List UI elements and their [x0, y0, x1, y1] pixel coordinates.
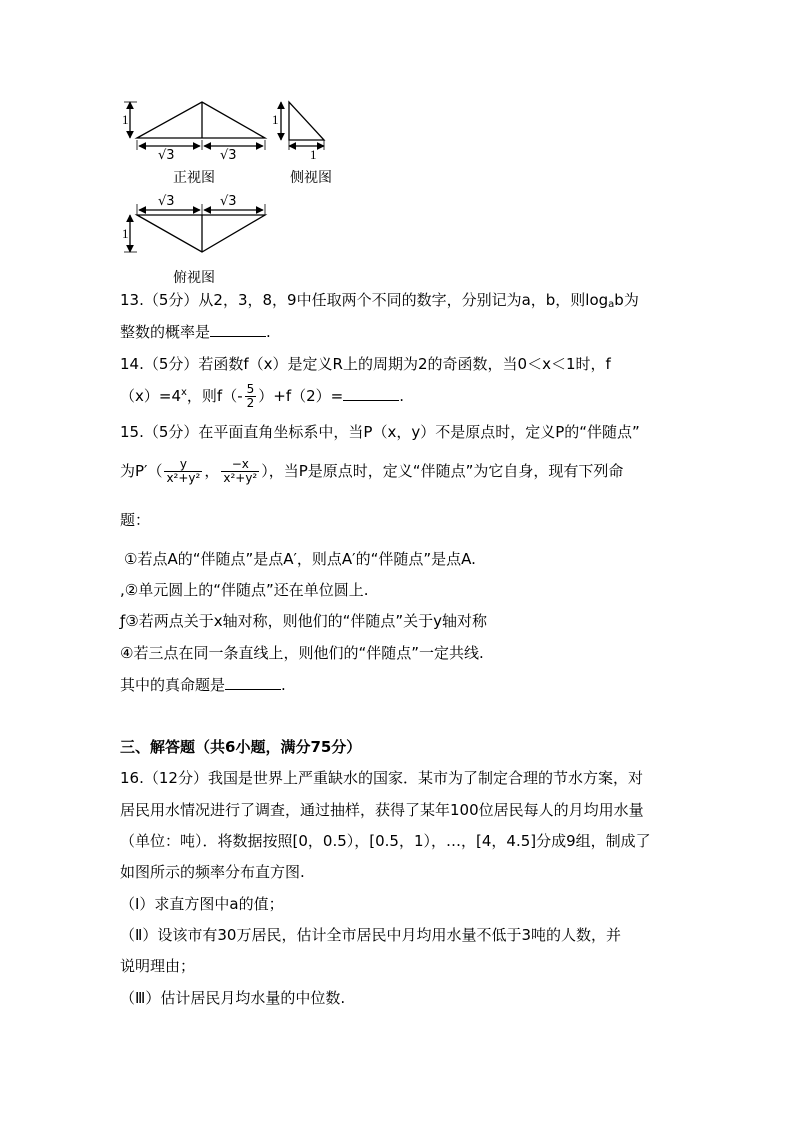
q15-period: . [281, 676, 286, 694]
q15-item-4 [120, 643, 484, 663]
q15-pprime: 为P′（ [120, 462, 163, 480]
q13-answer-blank [210, 322, 266, 337]
q16-line3-text: （单位：吨）．将数据按照[0，0.5），[0.5，1），…，[4，4.5]分成9组，制成了 [120, 832, 651, 850]
top-left-width-label: √3 [158, 194, 175, 209]
front-right-width-label: √3 [220, 148, 237, 163]
q15-item-3 [120, 611, 487, 631]
q13-text: 13.（5分）从2，3，8，9中任取两个不同的数字，分别记为a，b，则log [120, 291, 609, 309]
q14-frac-den: 2 [246, 396, 255, 410]
q15-frac1-num: y [164, 458, 202, 472]
q15-frac1-den: x²+y² [166, 471, 201, 485]
q15-line3 [120, 510, 150, 530]
top-right-width-label: √3 [220, 194, 237, 209]
q16-part1-text: （Ⅰ）求直方图中a的值； [120, 895, 284, 913]
side-view [281, 102, 324, 150]
q16-part-2-cont [120, 956, 195, 976]
q14-func-def: （x）=4 [120, 387, 181, 405]
q13-line2 [120, 322, 271, 342]
q14-line1 [120, 354, 611, 374]
q13-log-base: a [608, 299, 615, 310]
q15-item-2 [120, 580, 369, 600]
q15-answer-blank [225, 675, 281, 690]
q14-post: ）+f（2）= [258, 387, 344, 405]
q15-item-1 [124, 549, 476, 569]
q15-frac2-num: −x [221, 458, 259, 472]
front-view [124, 102, 265, 150]
front-height-label: 1 [122, 112, 129, 127]
q14-exponent: x [181, 387, 187, 398]
front-view-caption: 正视图 [173, 170, 215, 186]
q16-line2-text: 居民用水情况进行了调查，通过抽样，获得了某年100位居民每人的月均用水量 [120, 801, 644, 819]
q15-comma: ， [204, 462, 220, 480]
section-3-heading-text: 三、解答题（共6小题，满分75分） [120, 738, 362, 756]
q14-frac-num: 5 [246, 382, 255, 396]
section-3-heading [120, 737, 361, 757]
q16-part-1 [120, 894, 284, 914]
side-width-label: 1 [310, 147, 317, 162]
top-height-label: 1 [122, 226, 129, 241]
top-view [124, 204, 265, 252]
q15-line1 [120, 422, 640, 442]
q15-item3-text: ƒ③若两点关于x轴对称，则他们的“伴随点”关于y轴对称 [120, 612, 488, 630]
q13-line2-text: 整数的概率是 [120, 323, 211, 341]
q14-text: 14.（5分）若函数f（x）是定义R上的周期为2的奇函数，当0＜x＜1时，f [120, 355, 611, 373]
q15-item1-text: ①若点A的“伴随点”是点A′，则点A′的“伴随点”是点A. [124, 550, 476, 568]
top-view-caption: 俯视图 [173, 270, 215, 286]
front-left-width-label: √3 [158, 148, 175, 163]
q16-part2a-text: （Ⅱ）设该市有30万居民，估计全市居民中月均用水量不低于3吨的人数，并 [120, 926, 622, 944]
q16-line1 [120, 768, 643, 788]
three-view-diagram [0, 0, 794, 290]
side-height-label: 1 [272, 112, 279, 127]
q15-answer-line [120, 675, 286, 695]
q14-fraction [245, 383, 257, 410]
q16-part-3 [120, 988, 345, 1008]
q16-line3 [120, 831, 651, 851]
q15-fraction-1 [164, 458, 202, 485]
q16-line1-text: 16.（12分）我国是世界上严重缺水的国家．某市为了制定合理的节水方案，对 [120, 769, 643, 787]
q16-part2b-text: 说明理由； [120, 957, 196, 975]
q14-answer-blank [343, 386, 399, 401]
q16-line2 [120, 800, 644, 820]
q15-item4-text: ④若三点在同一条直线上，则他们的“伴随点”一定共线. [120, 644, 484, 662]
q13-period: . [266, 323, 271, 341]
q16-part3-text: （Ⅲ）估计居民月均水量的中位数. [120, 989, 346, 1007]
q14-period: . [399, 387, 405, 405]
q13-line1 [120, 290, 639, 315]
side-view-caption: 侧视图 [290, 170, 332, 186]
q15-frac2-den: x²+y² [223, 471, 258, 485]
q15-text: 15.（5分）在平面直角坐标系中，当P（x，y）不是原点时，定义P的“伴随点” [120, 423, 640, 441]
q15-fraction-2 [221, 458, 259, 485]
q15-line3-text: 题： [120, 511, 151, 529]
q15-answer-text: 其中的真命题是 [120, 676, 226, 694]
q16-part-2 [120, 925, 621, 945]
q14-mid: ，则f（- [186, 387, 243, 405]
q14-line2 [120, 383, 404, 410]
q13-text-end: b为 [614, 291, 639, 309]
q16-line4-text: 如图所示的频率分布直方图. [120, 863, 305, 881]
q16-line4 [120, 862, 305, 882]
q15-item2-text: ,②单元圆上的“伴随点”还在单位圆上. [120, 581, 369, 599]
q15-line2 [120, 458, 623, 485]
q15-line2-text: ），当P是原点时，定义“伴随点”为它自身，现有下列命 [261, 462, 624, 480]
